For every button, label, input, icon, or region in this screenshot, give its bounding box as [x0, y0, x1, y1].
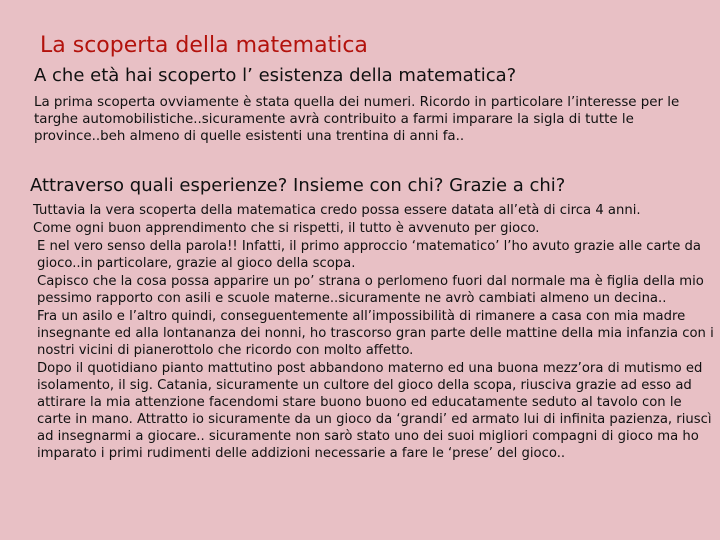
- answer-2-paragraph: Come ogni buon apprendimento che si rispetti, il tutto è avvenuto per gioco.: [33, 221, 540, 236]
- slide-title: La scoperta della matematica: [40, 33, 368, 58]
- answer-1-paragraph: La prima scoperta ovviamente è stata quella dei numeri. Ricordo in particolare l’interesse per le targhe automobilistiche..sicuramente avrà contribuito a farmi imparare la sigla di tutte le province..beh almeno di quelle esistenti una trentina di anni fa..: [34, 95, 680, 144]
- answer-2-paragraph: E nel vero senso della parola!! Infatti, il primo approccio ‘matematico’ l’ho avuto grazie alle carte da gioco..in particolare, grazie al gioco della scopa.: [37, 239, 701, 271]
- answer-2-paragraph: Tuttavia la vera scoperta della matematica credo possa essere datata all’età di circa 4 anni.: [33, 203, 641, 218]
- question-1: A che età hai scoperto l’ esistenza della matematica?: [34, 65, 517, 86]
- question-2: Attraverso quali esperienze? Insieme con chi? Grazie a chi?: [30, 175, 566, 196]
- answer-2-paragraph: Dopo il quotidiano pianto mattutino post abbandono materno ed una buona mezz’ora di mutismo ed isolamento, il sig. Catania, sicuramente un cultore del gioco della scopa, riusciva grazie ad esso ad attirare la mia attenzione facendomi stare buono buono ed educatamente seduto al tavolo con le carte in mano. Attratto io sicuramente da un gioco da ‘grandi’ ed armato lui di infinita pazienza, riuscì ad insegnarmi a giocare.. sicuramente non sarò stato uno dei suoi migliori compagni di gioco ma ho imparato i primi rudimenti delle addizioni necessarie a fare le ‘prese’ del gioco..: [37, 361, 712, 461]
- answer-2-paragraph: Fra un asilo e l’altro quindi, conseguentemente all’impossibilità di rimanere a casa con mia madre insegnante ed alla lontananza dei nonni, ho trascorso gran parte delle mattine della mia infanzia con i nostri vicini di pianerottolo che ricordo con molto affetto.: [37, 309, 714, 358]
- answer-2-block: [33, 202, 717, 463]
- answer-2-paragraph: Capisco che la cosa possa apparire un po’ strana o perlomeno fuori dal normale ma è figlia della mio pessimo rapporto con asili e scuole materne..sicuramente ne avrò cambiati almeno un decina..: [37, 274, 704, 306]
